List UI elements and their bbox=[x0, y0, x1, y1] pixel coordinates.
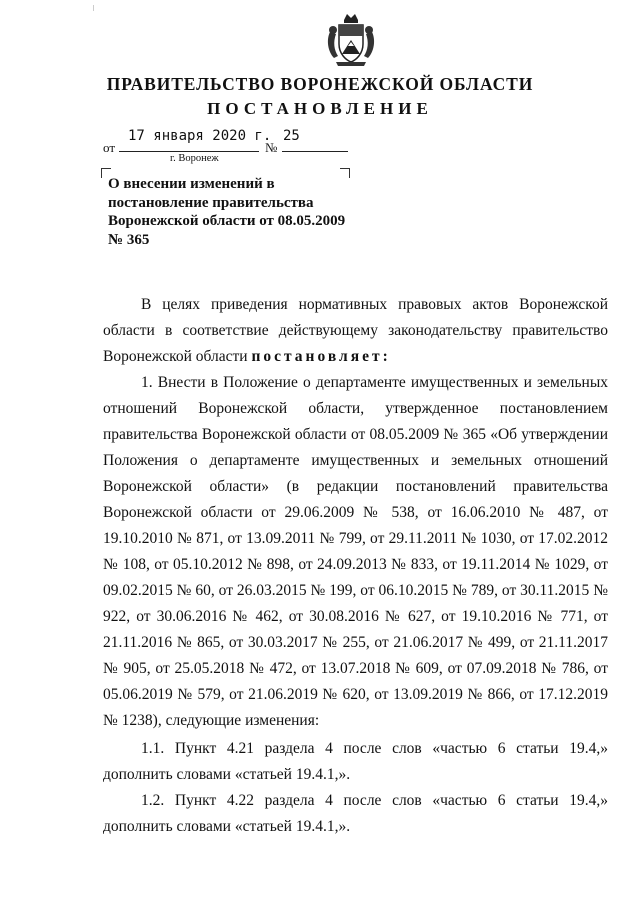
scan-mark bbox=[93, 5, 94, 11]
document-number: 25 bbox=[283, 128, 300, 144]
coat-of-arms-icon bbox=[324, 12, 378, 68]
number-underline bbox=[282, 151, 348, 152]
government-name: ПРАВИТЕЛЬСТВО ВОРОНЕЖСКОЙ ОБЛАСТИ bbox=[106, 74, 534, 94]
number-sign: № bbox=[265, 140, 278, 155]
city: г. Воронеж bbox=[170, 153, 219, 164]
preamble-text: В целях приведения нормативных правовых актов Воронежской области в соответствие действующему законодательству правительство Воронежской области bbox=[103, 296, 608, 365]
date-prefix: от bbox=[103, 140, 116, 155]
document-type: ПОСТАНОВЛЕНИЕ bbox=[207, 99, 433, 118]
clause-1-2-paragraph bbox=[103, 788, 608, 840]
document-subject: О внесении изменений в постановление правительства Воронежской области от 08.05.2009 № 365 bbox=[108, 176, 346, 248]
clause-1-1-paragraph bbox=[103, 736, 608, 788]
resolves-word: постановляет: bbox=[251, 348, 391, 365]
preamble-paragraph bbox=[103, 292, 608, 370]
clause-1-1-text: 1.1. Пункт 4.21 раздела 4 после слов «частью 6 статьи 19.4,» дополнить словами «статьей 19.4.1,». bbox=[103, 740, 608, 783]
document-date: 17 января 2020 г. bbox=[128, 128, 272, 144]
date-underline bbox=[119, 151, 259, 152]
clause-1-2-text: 1.2. Пункт 4.22 раздела 4 после слов «частью 6 статьи 19.4,» дополнить словами «статьей 19.4.1,». bbox=[103, 792, 608, 835]
clause-1-paragraph bbox=[103, 370, 608, 734]
clause-1-text: 1. Внести в Положение о департаменте имущественных и земельных отношений Воронежской области, утвержденное постановлением правительства Воронежской области от 08.05.2009 № 365 «Об утверждении Положения о департаменте имущественных и земельных отношений Воронежской области» (в редакции постановлений правительства Воронежской области от 29.06.2009 № 538, от 16.06.2010 № 487, от 19.10.2010 № 871, от 13.09.2011 № 799, от 29.11.2011 № 1030, от 17.02.2012 № 108, от 05.10.2012 № 898, от 24.09.2013 № 833, от 19.11.2014 № 1029, от 09.02.2015 № 60, от 26.03.2015 № 199, от 06.10.2015 № 789, от 30.11.2015 № 922, от 30.06.2016 № 462, от 30.08.2016 № 627, от 19.10.2016 № 771, от 21.11.2016 № 865, от 30.03.2017 № 255, от 21.06.2017 № 499, от 21.11.2017 № 905, от 25.05.2018 № 472, от 13.07.2018 № 609, от 07.09.2018 № 786, от 05.06.2019 № 579, от 21.06.2019 № 620, от 13.09.2019 № 866, от 17.12.2019 № 1238), следующие изменения: bbox=[103, 374, 608, 729]
